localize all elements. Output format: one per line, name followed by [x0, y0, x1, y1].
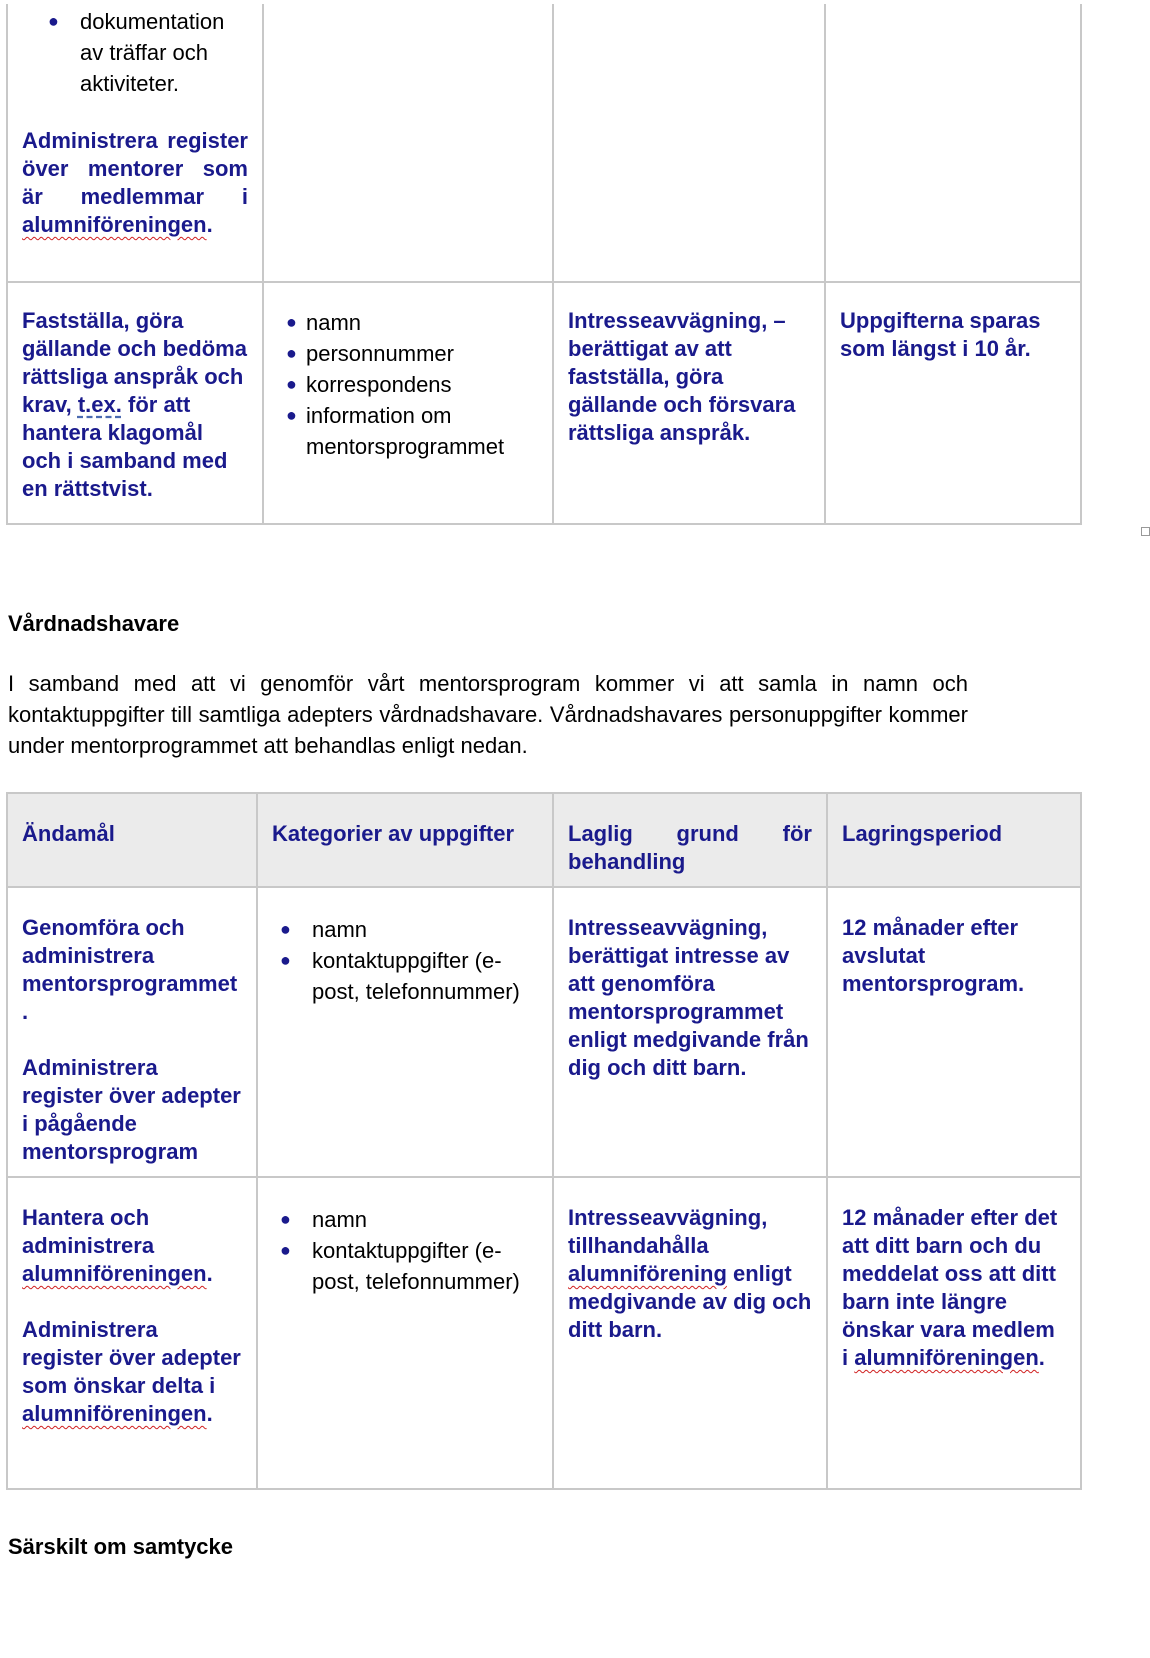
table-cell [827, 1177, 1081, 1489]
list-item: ● dokumentation av träffar och aktiviteter. [48, 6, 250, 99]
table-cell [827, 887, 1081, 1177]
list-item: ● namn [280, 1204, 538, 1235]
list-item: ● namn [280, 914, 538, 945]
table-cell [7, 1177, 257, 1489]
cell-text: Genomföra och administrera mentorsprogrammet . [22, 915, 238, 1024]
table-cell [7, 887, 257, 1177]
list-item: ● namn [286, 307, 538, 338]
list-item: ● kontaktuppgifter (e-post, telefonnummer) [280, 1235, 538, 1297]
cell-text: Administrera register över mentorer som är medlemmar i alumniföreningen. [22, 128, 248, 237]
data-processing-table [6, 792, 1082, 1490]
table-cell [553, 887, 827, 1177]
bullet-list [286, 307, 538, 462]
table-header-cell: Ändamål [7, 793, 257, 887]
cell-text: Intresseavvägning, – berättigat av att fastställa, göra gällande och försvara rättsliga anspråk. [568, 308, 796, 445]
table-row [7, 887, 1081, 1177]
table-cell [263, 4, 553, 282]
cell-text: Administrera register över adepter i pågående mentorsprogram [22, 1055, 241, 1164]
bullet-list [48, 6, 250, 99]
table-cell [825, 282, 1081, 524]
bottom-heading: Särskilt om samtycke [8, 1534, 234, 1559]
table-header-cell: Laglig grund för behandling [553, 793, 827, 887]
table-cell [825, 4, 1081, 282]
cell-text: Intresseavvägning, berättigat intresse av att genomföra mentorsprogrammet enligt medgivande från dig och ditt barn. [568, 915, 809, 1080]
list-item: ● information om mentorsprogrammet [286, 400, 538, 462]
cell-text: 12 månader efter avslutat mentorsprogram. [842, 915, 1025, 996]
table-header-cell: Lagringsperiod [827, 793, 1081, 887]
cell-text: Uppgifterna sparas som längst i 10 år. [840, 308, 1041, 361]
table-continued [6, 4, 1082, 525]
cell-text: Intresseavvägning, tillhandahålla alumniförening enligt medgivande av dig och ditt barn. [568, 1205, 812, 1342]
section-paragraph: I samband med att vi genomför vårt mentorsprogram kommer vi att samla in namn och kontaktuppgifter till samtliga adepters vårdnadshavare. Vårdnadshavares personuppgifter kommer under mentorprogrammet att behandlas enligt nedan. [8, 671, 968, 758]
table-cell [257, 887, 553, 1177]
list-item: ● kontaktuppgifter (e-post, telefonnummer) [280, 945, 538, 1007]
bullet-list [280, 1204, 538, 1297]
table-cell [553, 4, 825, 282]
table-cell [263, 282, 553, 524]
table-cell [553, 282, 825, 524]
table-header-cell: Kategorier av uppgifter [257, 793, 553, 887]
table-cell [553, 1177, 827, 1489]
cell-text: Hantera och administrera alumniföreningen. [22, 1205, 213, 1286]
table-resize-handle[interactable] [1141, 527, 1150, 536]
cell-text: 12 månader efter det att ditt barn och du meddelat oss att ditt barn inte längre önskar vara medlem i alumniföreningen. [842, 1205, 1058, 1370]
table-row [7, 4, 1081, 282]
list-item: ● personnummer [286, 338, 538, 369]
table-row [7, 282, 1081, 524]
cell-text: Fastställa, göra gällande och bedöma rättsliga anspråk och krav, t.ex. för att hantera klagomål och i samband med en rättstvist. [22, 308, 247, 501]
table-cell [7, 282, 263, 524]
table-cell [257, 1177, 553, 1489]
section-heading: Vårdnadshavare [8, 611, 180, 636]
table-header-row [7, 793, 1081, 887]
bullet-list [280, 914, 538, 1007]
cell-text: Administrera register över adepter som önskar delta i alumniföreningen. [22, 1317, 241, 1426]
table-cell [7, 4, 263, 282]
list-item: ● korrespondens [286, 369, 538, 400]
table-row [7, 1177, 1081, 1489]
